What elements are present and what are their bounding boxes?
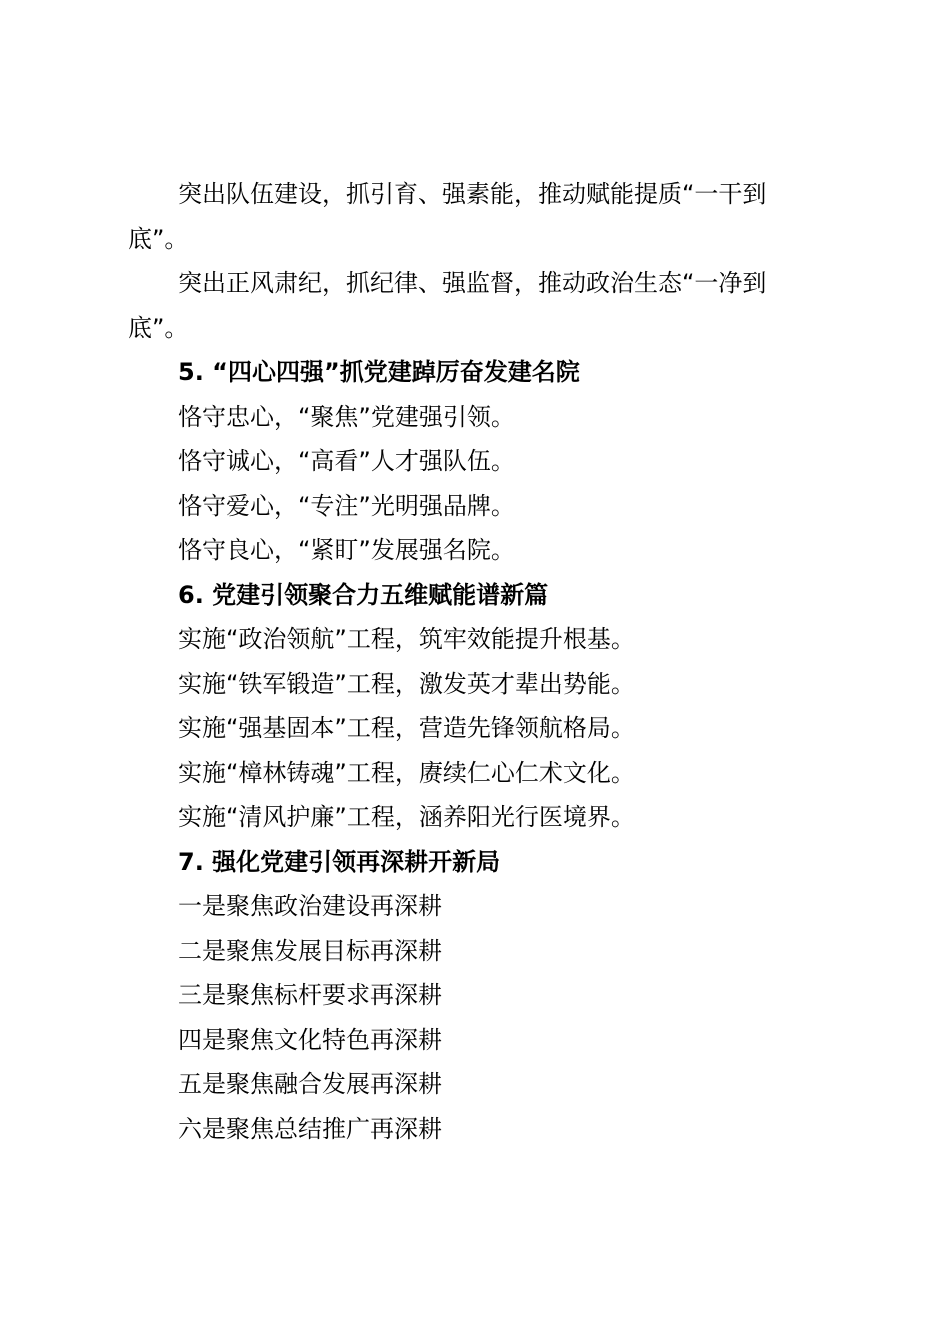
paragraph-team-building: 突出队伍建设，抓引育、强素能，推动赋能提质“一干到底”。 (128, 180, 767, 253)
list-item: 实施“樟林铸魂”工程，赓续仁心仁术文化。 (178, 758, 635, 787)
list-item: 二是聚焦发展目标再深耕 (178, 936, 442, 965)
section-5 (128, 350, 818, 573)
section-heading: 5. “四心四强”抓党建踔厉奋发建名院 (178, 358, 580, 386)
section-heading: 6. 党建引领聚合力五维赋能谱新篇 (178, 580, 549, 609)
list-item: 一是聚焦政治建设再深耕 (178, 892, 442, 920)
section-7 (128, 840, 818, 1152)
section-heading: 7. 强化党建引领再深耕开新局 (178, 847, 501, 876)
list-item: 实施“清风护廉”工程，涵养阳光行医境界。 (178, 803, 635, 831)
list-item: 五是聚焦融合发展再深耕 (178, 1070, 442, 1098)
list-item: 四是聚焦文化特色再深耕 (178, 1025, 442, 1054)
section-6 (128, 573, 818, 840)
list-item: 实施“铁军锻造”工程，激发英才辈出势能。 (178, 669, 635, 698)
list-item: 恪守忠心，“聚焦”党建强引领。 (178, 402, 515, 431)
list-item: 恪守诚心，“高看”人才强队伍。 (178, 447, 515, 475)
list-item: 三是聚焦标杆要求再深耕 (178, 981, 442, 1009)
list-item: 六是聚焦总结推广再深耕 (178, 1114, 442, 1143)
paragraph-discipline: 突出正风肃纪，抓纪律、强监督，推动政治生态“一净到底”。 (128, 269, 767, 342)
list-item: 实施“政治领航”工程，筑牢效能提升根基。 (178, 625, 635, 653)
list-item: 实施“强基固本”工程，营造先锋领航格局。 (178, 714, 635, 742)
list-item: 恪守爱心，“专注”光明强品牌。 (178, 491, 515, 520)
document-body (128, 172, 818, 1151)
list-item: 恪守良心，“紧盯”发展强名院。 (178, 536, 515, 564)
